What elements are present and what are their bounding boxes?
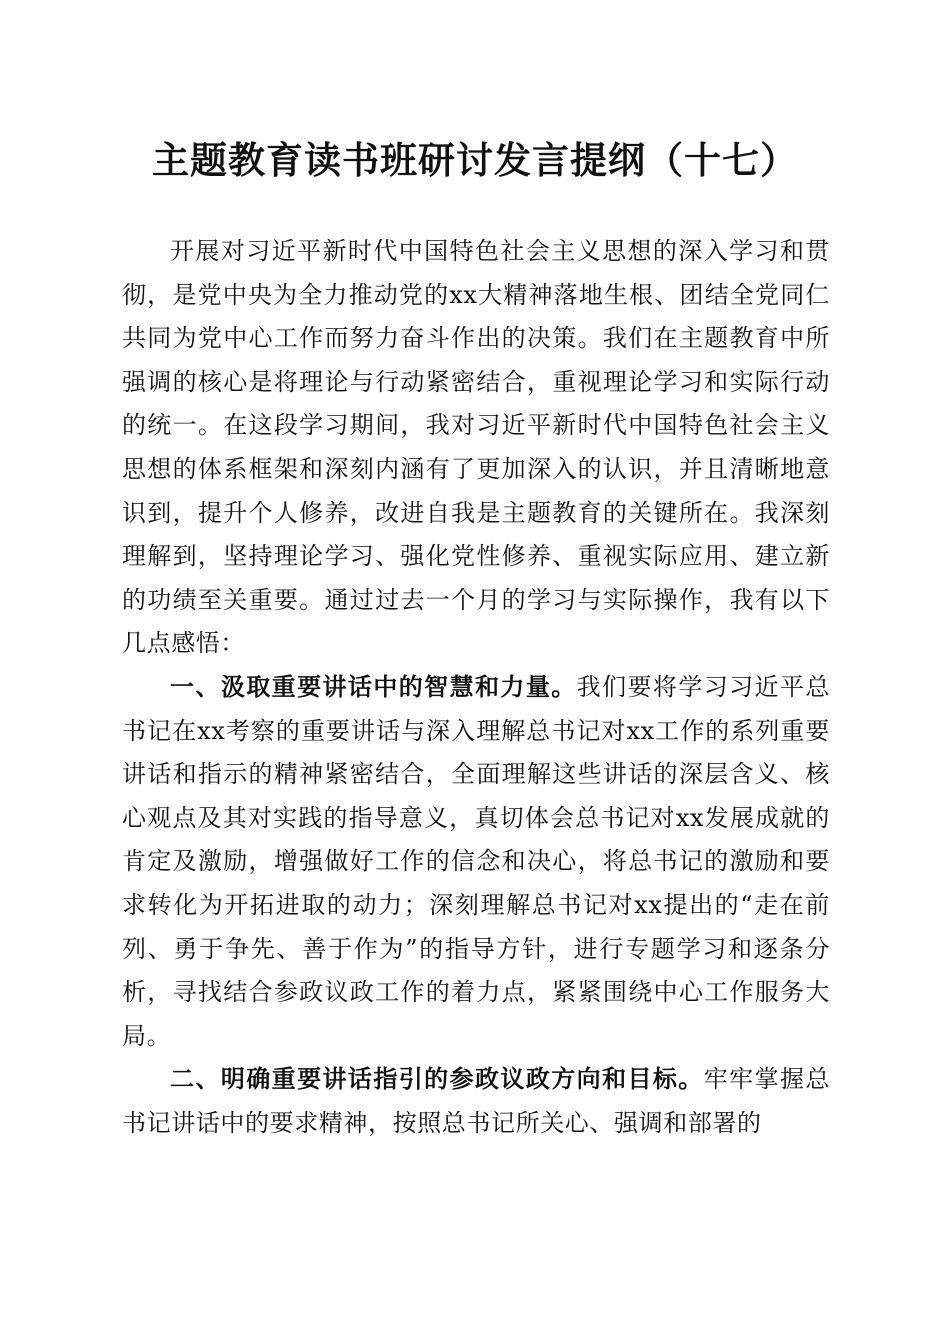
document-body bbox=[122, 230, 830, 1145]
section-heading-1: 一、汲取重要讲话中的智慧和力量。 bbox=[170, 672, 577, 701]
section-text-2: 牢牢掌握总书记讲话中的要求精神，按照总书记所关心、强调和部署的 bbox=[122, 1065, 830, 1137]
intro-paragraph: 开展对习近平新时代中国特色社会主义思想的深入学习和贯彻，是党中央为全力推动党的xx大精神落地生根、团结全党同仁共同为党中心工作而努力奋斗作出的决策。我们在主题教育中所强调的核心是将理论与行动紧密结合，重视理论学习和实际行动的统一。在这段学习期间，我对习近平新时代中国特色社会主义思想的体系框架和深刻内涵有了更加深入的认识，并且清晰地意识到，提升个人修养，改进自我是主题教育的关键所在。我深刻理解到，坚持理论学习、强化党性修养、重视实际应用、建立新的功绩至关重要。通过过去一个月的学习与实际操作，我有以下几点感悟： bbox=[122, 237, 830, 658]
document-title: 主题教育读书班研讨发言提纲（十七） bbox=[152, 138, 798, 182]
section-paragraph-2 bbox=[122, 1058, 830, 1145]
section-heading-2: 二、明确重要讲话指引的参政议政方向和目标。 bbox=[170, 1065, 704, 1094]
section-text-1: 我们要将学习习近平总书记在xx考察的重要讲话与深入理解总书记对xx工作的系列重要讲话和指示的精神紧密结合，全面理解这些讲话的深层含义、核心观点及其对实践的指导意义，真切体会总书记对xx发展成就的肯定及激励，增强做好工作的信念和决心，将总书记的激励和要求转化为开拓进取的动力；深刻理解总书记对xx提出的“走在前列、勇于争先、善于作为”的指导方针，进行专题学习和逐条分析，寻找结合参政议政工作的着力点，紧紧围绕中心工作服务大局。 bbox=[122, 672, 830, 1050]
section-paragraph-1 bbox=[122, 666, 830, 1058]
